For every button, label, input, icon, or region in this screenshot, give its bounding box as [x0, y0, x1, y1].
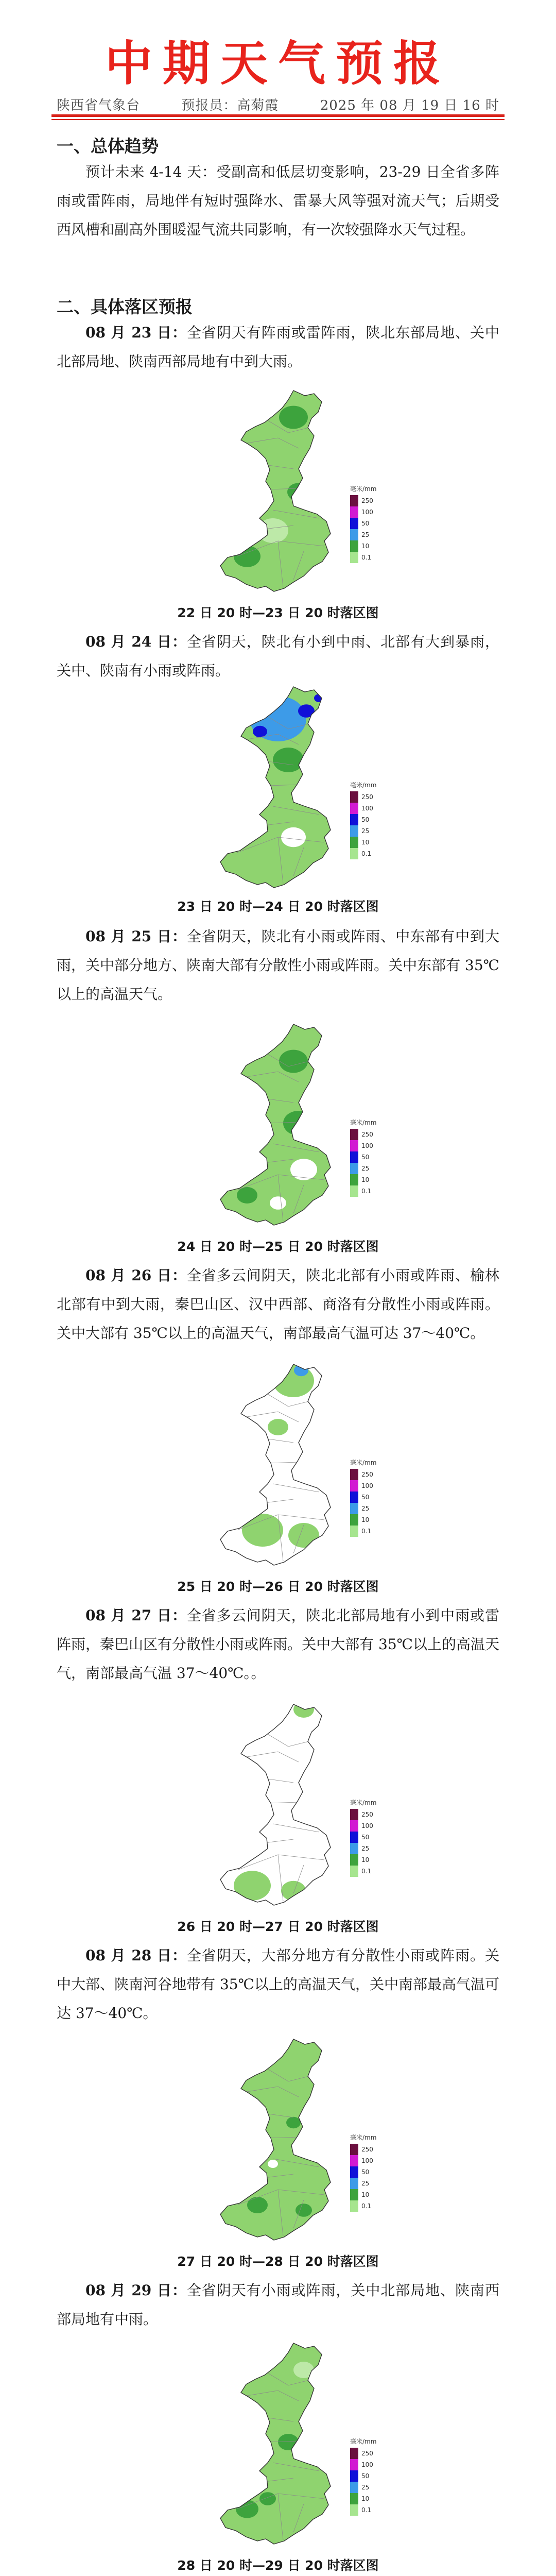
legend-label: 0.1 — [361, 554, 372, 561]
legend-label: 10 — [361, 839, 370, 846]
map-caption: 26 日 20 时—27 日 20 时落区图 — [177, 1919, 379, 1934]
rainfall-area — [253, 726, 267, 737]
legend-entry — [350, 552, 391, 563]
overview-text: 预计未来 4-14 天：受副高和低层切变影响，23-29 日全省多阵雨或雷阵雨，局地伴有短时强降水、雷暴大风等强对流天气；后期受西风槽和副高外围暖湿气流共同影响，有一次较强降水天气过程。 — [57, 163, 499, 238]
legend-swatch — [350, 1854, 358, 1866]
legend-entry — [350, 2166, 391, 2178]
legend-swatch — [350, 814, 358, 825]
legend-entry — [350, 1129, 391, 1140]
legend-swatch — [350, 2200, 358, 2212]
legend-swatch — [350, 2459, 358, 2470]
rainfall-area — [236, 2500, 258, 2518]
rainfall-area — [278, 2434, 299, 2450]
rainfall-area — [247, 2197, 268, 2213]
rainfall-area — [273, 748, 304, 772]
legend-entry — [350, 1809, 391, 1820]
legend-entry — [350, 1469, 391, 1480]
legend-entry — [350, 814, 391, 825]
legend-entry — [350, 1140, 391, 1151]
legend-unit: 毫米/mm — [350, 1799, 377, 1806]
legend-label: 250 — [361, 2146, 373, 2153]
legend-swatch — [350, 1151, 358, 1163]
rainfall-legend — [350, 1118, 391, 1197]
legend-unit: 毫米/mm — [350, 2134, 377, 2141]
legend-entry — [350, 540, 391, 552]
legend-swatch — [350, 1843, 358, 1854]
shaanxi-map-graphic — [216, 2339, 335, 2550]
legend-swatch — [350, 2144, 358, 2155]
legend-swatch — [350, 2470, 358, 2482]
legend-label: 10 — [361, 1856, 370, 1863]
legend-label: 100 — [361, 2461, 373, 2468]
day-forecast-text: 08 月 28 日：全省阴天，大部分地方有分散性小雨或阵雨。关中大部、陕南河谷地带有 35℃以上的高温天气，关中南部最高气温可达 37～40℃。 — [57, 1947, 499, 2022]
legend-label: 250 — [361, 1811, 373, 1818]
legend-label: 100 — [361, 509, 373, 516]
legend-swatch — [350, 2166, 358, 2178]
legend-entry — [350, 2493, 391, 2504]
legend-entry — [350, 848, 391, 859]
legend-entry — [350, 825, 391, 837]
agency-name: 陕西省气象台 — [57, 98, 141, 113]
legend-label: 50 — [361, 520, 370, 527]
legend-swatch — [350, 2155, 358, 2166]
legend-entry — [350, 1151, 391, 1163]
rainfall-area — [242, 1514, 283, 1547]
map-caption: 22 日 20 时—23 日 20 时落区图 — [177, 605, 379, 620]
legend-swatch — [350, 825, 358, 837]
legend-entry — [350, 2459, 391, 2470]
rainfall-area — [293, 1701, 314, 1718]
rainfall-legend — [350, 781, 391, 859]
legend-label: 100 — [361, 1822, 373, 1829]
legend-label: 50 — [361, 2472, 370, 2480]
map-caption: 25 日 20 时—26 日 20 时落区图 — [177, 1579, 379, 1594]
rainfall-area — [293, 2362, 314, 2378]
header-divider-thick — [51, 114, 505, 117]
legend-label: 0.1 — [361, 2202, 372, 2210]
forecast-date: 08 月 25 日： — [85, 928, 187, 945]
legend-label: 100 — [361, 1142, 373, 1149]
rainfall-area — [237, 1187, 257, 1204]
legend-unit: 毫米/mm — [350, 1119, 377, 1126]
legend-swatch — [350, 848, 358, 859]
legend-label: 50 — [361, 1834, 370, 1841]
rainfall-legend — [350, 1458, 391, 1537]
rainfall-area — [288, 1523, 319, 1548]
rainfall-area — [286, 2117, 301, 2128]
legend-entry — [350, 529, 391, 540]
legend-label: 100 — [361, 2157, 373, 2164]
legend-entry — [350, 2178, 391, 2189]
rainfall-area — [270, 1196, 286, 1210]
legend-label: 25 — [361, 531, 370, 538]
legend-entry — [350, 803, 391, 814]
legend-swatch — [350, 1174, 358, 1185]
legend-swatch — [350, 529, 358, 540]
legend-swatch — [350, 2448, 358, 2459]
forecast-date: 08 月 27 日： — [85, 1607, 187, 1624]
legend-swatch — [350, 1820, 358, 1832]
legend-entry — [350, 1514, 391, 1526]
issue-time: 2025 年 08 月 19 日 16 时 — [320, 98, 499, 113]
rainfall-area — [298, 704, 315, 718]
masthead — [0, 26, 556, 94]
legend-entry — [350, 1503, 391, 1514]
rainfall-area — [268, 2160, 278, 2168]
legend-label: 0.1 — [361, 1868, 372, 1875]
legend-label: 250 — [361, 793, 373, 801]
rainfall-area — [281, 827, 306, 847]
legend-entry — [350, 2189, 391, 2200]
day-forecast-text: 08 月 25 日：全省阴天，陕北有小雨或阵雨、中东部有中到大雨，关中部分地方、陕南大部有分散性小雨或阵雨。关中东部有 35℃以上的高温天气。 — [57, 928, 499, 1003]
shaanxi-map-graphic — [216, 1360, 335, 1571]
legend-label: 50 — [361, 2168, 370, 2176]
forecast-date: 08 月 26 日： — [85, 1267, 187, 1284]
map-caption: 27 日 20 时—28 日 20 时落区图 — [177, 2254, 379, 2269]
forecast-date: 08 月 23 日： — [85, 324, 187, 341]
forecaster-name: 预报员：高菊霞 — [181, 98, 279, 113]
rainfall-area — [294, 1365, 308, 1376]
legend-swatch — [350, 1480, 358, 1492]
legend-swatch — [350, 1129, 358, 1140]
legend-entry — [350, 1832, 391, 1843]
legend-swatch — [350, 2482, 358, 2493]
legend-entry — [350, 518, 391, 529]
legend-label: 250 — [361, 1131, 373, 1138]
legend-label: 10 — [361, 2495, 370, 2502]
legend-entry — [350, 1866, 391, 1877]
day-forecast-text: 08 月 26 日：全省多云间阴天，陕北北部有小雨或阵雨、榆林北部有中到大雨，秦巴山区、汉中西部、商洛有分散性小雨或阵雨。关中大部有 35℃以上的高温天气，南部最高气温可达 37～40℃。 — [57, 1267, 499, 1342]
shaanxi-map-graphic — [216, 1020, 335, 1231]
rainfall-area — [234, 1871, 271, 1901]
legend-swatch — [350, 2493, 358, 2504]
legend-entry — [350, 2200, 391, 2212]
shaanxi-map-graphic — [216, 2035, 335, 2246]
legend-entry — [350, 2155, 391, 2166]
legend-swatch — [350, 495, 358, 506]
legend-label: 250 — [361, 497, 373, 504]
legend-label: 0.1 — [361, 1528, 372, 1535]
legend-label: 50 — [361, 1494, 370, 1501]
rainfall-legend — [350, 2133, 391, 2212]
rainfall-area — [259, 2492, 276, 2505]
legend-label: 50 — [361, 816, 370, 823]
legend-entry — [350, 2448, 391, 2459]
legend-label: 10 — [361, 2191, 370, 2198]
legend-entry — [350, 1185, 391, 1197]
map-base-fill — [220, 2343, 331, 2544]
day-forecast-text: 08 月 29 日：全省阴天有小雨或阵雨，关中北部局地、陕南西部局地有中雨。 — [57, 2282, 499, 2328]
legend-entry — [350, 791, 391, 803]
legend-label: 25 — [361, 1165, 370, 1172]
legend-swatch — [350, 552, 358, 563]
legend-swatch — [350, 1832, 358, 1843]
rainfall-area — [290, 1159, 317, 1180]
legend-entry — [350, 1843, 391, 1854]
forecast-date: 08 月 24 日： — [85, 633, 187, 650]
legend-swatch — [350, 791, 358, 803]
legend-swatch — [350, 2189, 358, 2200]
legend-entry — [350, 506, 391, 518]
legend-entry — [350, 1526, 391, 1537]
legend-entry — [350, 1854, 391, 1866]
legend-label: 0.1 — [361, 2506, 372, 2514]
day-forecast-text: 08 月 23 日：全省阴天有阵雨或雷阵雨，陕北东部局地、关中北部局地、陕南西部局地有中到大雨。 — [57, 324, 499, 370]
rainfall-area — [283, 1111, 314, 1136]
legend-swatch — [350, 1492, 358, 1503]
rainfall-legend — [350, 1798, 391, 1877]
legend-unit: 毫米/mm — [350, 1459, 377, 1466]
legend-label: 25 — [361, 2484, 370, 2491]
page-title: 中期天气预报 — [105, 36, 451, 91]
legend-unit: 毫米/mm — [350, 2438, 377, 2445]
legend-entry — [350, 1480, 391, 1492]
legend-entry — [350, 837, 391, 848]
legend-swatch — [350, 1185, 358, 1197]
legend-label: 10 — [361, 543, 370, 550]
day-forecast-text: 08 月 27 日：全省多云间阴天，陕北北部局地有小到中雨或雷阵雨，秦巴山区有分散性小雨或阵雨。关中大部有 35℃以上的高温天气，南部最高气温 37～40℃。。 — [57, 1607, 499, 1682]
legend-entry — [350, 1492, 391, 1503]
shaanxi-map-graphic — [216, 386, 335, 598]
issue-info — [57, 95, 499, 114]
forecast-date: 08 月 29 日： — [85, 2282, 187, 2299]
legend-swatch — [350, 518, 358, 529]
overview-heading: 一、总体趋势 — [57, 136, 159, 156]
rainfall-area — [296, 2204, 312, 2217]
legend-swatch — [350, 837, 358, 848]
legend-label: 25 — [361, 827, 370, 835]
legend-swatch — [350, 1140, 358, 1151]
rainfall-area — [268, 1419, 288, 1435]
map-base-fill — [220, 2039, 331, 2240]
legend-entry — [350, 2144, 391, 2155]
legend-entry — [350, 495, 391, 506]
legend-unit: 毫米/mm — [350, 782, 377, 789]
rainfall-area — [279, 406, 308, 429]
rainfall-legend — [350, 2437, 391, 2516]
legend-entry — [350, 1820, 391, 1832]
legend-entry — [350, 1174, 391, 1185]
legend-label: 25 — [361, 1845, 370, 1852]
legend-label: 250 — [361, 2450, 373, 2457]
legend-swatch — [350, 803, 358, 814]
legend-swatch — [350, 1503, 358, 1514]
legend-swatch — [350, 1469, 358, 1480]
legend-swatch — [350, 1866, 358, 1877]
map-caption: 24 日 20 时—25 日 20 时落区图 — [177, 1239, 379, 1254]
legend-label: 0.1 — [361, 1188, 372, 1195]
legend-label: 10 — [361, 1176, 370, 1183]
shaanxi-map-graphic — [216, 683, 335, 894]
shaanxi-map-graphic — [216, 1700, 335, 1911]
map-base-fill — [220, 1704, 331, 1905]
map-caption: 28 日 20 时—29 日 20 时落区图 — [177, 2558, 379, 2573]
map-caption: 23 日 20 时—24 日 20 时落区图 — [177, 899, 379, 914]
legend-swatch — [350, 540, 358, 552]
legend-swatch — [350, 1163, 358, 1174]
zone-forecast-heading: 二、具体落区预报 — [57, 297, 193, 317]
legend-unit: 毫米/mm — [350, 485, 377, 493]
legend-label: 10 — [361, 1516, 370, 1523]
legend-swatch — [350, 1809, 358, 1820]
header-divider-thin — [51, 119, 505, 120]
legend-label: 250 — [361, 1471, 373, 1478]
legend-entry — [350, 1163, 391, 1174]
legend-label: 0.1 — [361, 850, 372, 857]
legend-label: 100 — [361, 1482, 373, 1489]
legend-label: 50 — [361, 1154, 370, 1161]
legend-entry — [350, 2470, 391, 2482]
legend-swatch — [350, 506, 358, 518]
legend-swatch — [350, 2504, 358, 2516]
legend-swatch — [350, 1526, 358, 1537]
legend-label: 100 — [361, 805, 373, 812]
legend-label: 25 — [361, 1505, 370, 1512]
legend-swatch — [350, 2178, 358, 2189]
day-forecast-text: 08 月 24 日：全省阴天，陕北有小到中雨、北部有大到暴雨，关中、陕南有小雨或阵雨。 — [57, 633, 499, 679]
legend-swatch — [350, 1514, 358, 1526]
rainfall-legend — [350, 484, 391, 563]
legend-entry — [350, 2504, 391, 2516]
rainfall-area — [279, 1050, 308, 1073]
legend-entry — [350, 2482, 391, 2493]
legend-label: 25 — [361, 2180, 370, 2187]
forecast-date: 08 月 28 日： — [85, 1947, 187, 1964]
